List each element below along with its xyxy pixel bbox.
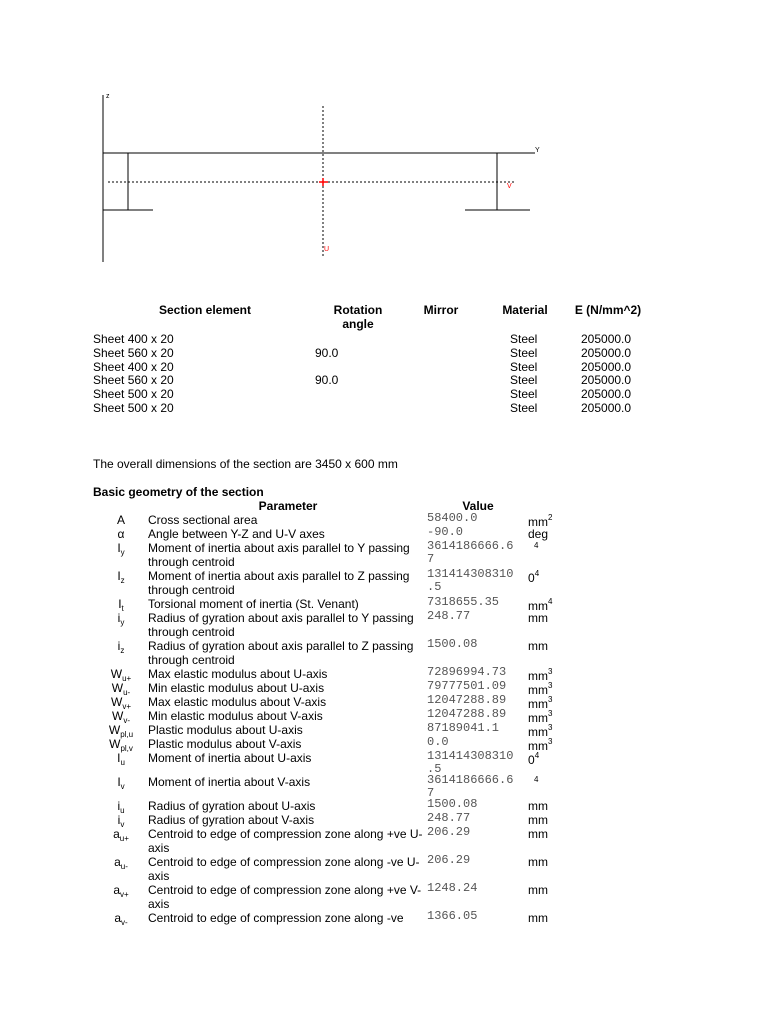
symbol-main: W xyxy=(109,737,121,751)
geometry-symbol xyxy=(96,855,146,871)
unit-main: mm xyxy=(528,697,548,711)
geometry-symbol xyxy=(96,611,146,627)
unit-main: mm xyxy=(528,799,548,813)
element-material: Steel xyxy=(510,387,538,402)
z-axis-label: z xyxy=(106,93,110,100)
geometry-parameter: Plastic modulus about V-axis xyxy=(148,737,302,751)
geometry-parameter: Min elastic modulus about V-axis xyxy=(148,709,323,723)
element-name: Sheet 400 x 20 xyxy=(93,332,174,346)
geometry-symbol xyxy=(96,639,146,655)
geometry-value: 3614186666.6 7 xyxy=(427,773,514,800)
geometry-value: 12047288.89 xyxy=(427,693,507,707)
header-rotation-line1: Rotation xyxy=(333,303,383,317)
geometry-parameter: Centroid to edge of compression zone along +ve U-axis xyxy=(148,827,423,855)
geometry-value: 248.77 xyxy=(427,609,471,623)
geometry-parameter: Centroid to edge of compression zone along -ve xyxy=(148,911,404,925)
symbol-subscript: y xyxy=(120,618,125,627)
geometry-value: 1500.08 xyxy=(427,797,478,811)
geometry-title: Basic geometry of the section xyxy=(93,485,264,499)
geometry-symbol xyxy=(96,569,146,585)
geometry-unit xyxy=(528,855,548,869)
symbol-main: W xyxy=(111,681,124,695)
geometry-value: 248.77 xyxy=(427,811,471,825)
symbol-main: I xyxy=(117,775,121,789)
symbol-subscript: y xyxy=(120,548,125,557)
unit-superscript: 4 xyxy=(548,597,553,606)
header-mirror: Mirror xyxy=(423,303,459,317)
unit-superscript: 3 xyxy=(548,695,553,704)
geometry-value: 206.29 xyxy=(427,853,471,867)
element-material: Steel xyxy=(510,373,538,388)
symbol-main: a xyxy=(114,855,121,869)
element-name: Sheet 560 x 20 xyxy=(93,345,174,360)
symbol-subscript: pl,v xyxy=(120,744,133,753)
geometry-value: 131414308310 .5 xyxy=(427,749,514,776)
geometry-header-value: Value xyxy=(462,499,494,513)
geometry-unit xyxy=(528,639,548,653)
symbol-subscript: v+ xyxy=(120,890,129,899)
geometry-unit xyxy=(528,883,548,897)
unit-superscript: 3 xyxy=(548,723,553,732)
geometry-parameter: Torsional moment of inertia (St. Venant) xyxy=(148,597,359,611)
unit-main: mm xyxy=(528,669,548,683)
unit-main: mm xyxy=(528,599,548,613)
geometry-unit xyxy=(528,827,548,841)
unit-superscript: 4 xyxy=(534,541,539,550)
geometry-parameter: Min elastic modulus about U-axis xyxy=(148,681,325,695)
geometry-unit xyxy=(528,775,538,791)
geometry-value: 1366.05 xyxy=(427,909,478,923)
symbol-subscript: u xyxy=(120,806,125,815)
geometry-parameter: Radius of gyration about V-axis xyxy=(148,813,315,827)
unit-main: mm xyxy=(528,739,548,753)
unit-superscript: 4 xyxy=(534,569,540,578)
symbol-main: W xyxy=(111,695,123,709)
element-e: 205000.0 xyxy=(581,332,632,346)
geometry-value: 7318655.35 xyxy=(427,595,500,609)
geometry-symbol xyxy=(96,775,146,791)
unit-superscript: 4 xyxy=(534,775,539,784)
symbol-main: W xyxy=(108,723,121,737)
symbol-main: W xyxy=(110,667,123,681)
symbol-subscript: v- xyxy=(121,918,128,927)
symbol-main: I xyxy=(117,541,121,555)
header-e: E (N/mm^2) xyxy=(574,303,642,317)
unit-main: mm xyxy=(528,711,548,725)
geometry-parameter: Moment of inertia about U-axis xyxy=(148,751,312,765)
geometry-symbol xyxy=(96,827,146,843)
element-material: Steel xyxy=(510,345,538,360)
geometry-value: 1248.24 xyxy=(427,881,478,895)
unit-superscript: 3 xyxy=(548,709,553,718)
symbol-subscript: t xyxy=(121,604,124,613)
unit-main: mm xyxy=(528,683,548,697)
header-material: Material xyxy=(502,303,548,317)
symbol-main: I xyxy=(117,751,121,765)
element-material: Steel xyxy=(510,359,538,374)
symbol-subscript: v xyxy=(120,782,125,791)
geometry-value: 58400.0 xyxy=(427,511,478,525)
unit-main: 0 xyxy=(528,571,535,585)
geometry-unit xyxy=(528,527,548,541)
geometry-parameter: Radius of gyration about axis parallel to Z passing through centroid xyxy=(148,639,414,667)
element-e: 205000.0 xyxy=(581,387,632,402)
geometry-parameter: Moment of inertia about axis parallel to Y passing through centroid xyxy=(148,541,410,569)
geometry-value: -90.0 xyxy=(427,525,464,539)
symbol-subscript: z xyxy=(120,576,125,585)
geometry-value: 0.0 xyxy=(427,735,449,749)
symbol-subscript: v xyxy=(120,820,125,829)
geometry-unit xyxy=(528,751,539,767)
geometry-symbol xyxy=(96,541,146,557)
unit-superscript: 3 xyxy=(548,737,553,746)
geometry-unit xyxy=(528,569,539,585)
unit-superscript: 2 xyxy=(548,513,553,522)
symbol-main: I xyxy=(118,597,122,611)
y-axis-label: Y xyxy=(535,147,540,154)
geometry-symbol xyxy=(96,751,146,767)
unit-superscript: 3 xyxy=(548,667,553,676)
geometry-value: 131414308310 .5 xyxy=(427,567,514,594)
symbol-main: A xyxy=(116,513,125,527)
geometry-value: 3614186666.6 7 xyxy=(427,539,514,566)
header-section-element: Section element xyxy=(158,303,252,317)
geometry-symbol xyxy=(96,883,146,899)
symbol-subscript: z xyxy=(120,646,125,655)
geometry-parameter: Moment of inertia about V-axis xyxy=(148,775,311,789)
element-e: 205000.0 xyxy=(581,373,632,388)
header-rotation-angle xyxy=(318,303,398,331)
unit-main: mm xyxy=(528,639,548,653)
unit-main: mm xyxy=(528,813,548,827)
unit-main: mm xyxy=(528,827,548,841)
element-name: Sheet 500 x 20 xyxy=(93,387,174,402)
geometry-parameter: Radius of gyration about U-axis xyxy=(148,799,316,813)
element-name: Sheet 500 x 20 xyxy=(93,401,174,415)
element-name: Sheet 560 x 20 xyxy=(93,373,174,388)
geometry-parameter: Max elastic modulus about U-axis xyxy=(148,667,328,681)
unit-main: mm xyxy=(528,855,548,869)
element-e: 205000.0 xyxy=(581,401,632,415)
unit-main: mm xyxy=(528,515,548,529)
element-rotation: 90.0 xyxy=(315,373,339,388)
geometry-value: 87189041.1 xyxy=(427,721,500,735)
geometry-parameter: Angle between Y-Z and U-V axes xyxy=(148,527,325,541)
symbol-main: i xyxy=(117,639,121,653)
geometry-symbol xyxy=(96,513,146,527)
geometry-parameter: Moment of inertia about axis parallel to Z passing through centroid xyxy=(148,569,410,597)
symbol-main: W xyxy=(112,709,124,723)
unit-main: 0 xyxy=(528,753,535,767)
header-rotation-line2: angle xyxy=(342,317,374,331)
unit-main: mm xyxy=(528,883,548,897)
overall-dimensions-text: The overall dimensions of the section are 3450 x 600 mm xyxy=(93,457,398,471)
geometry-value: 206.29 xyxy=(427,825,471,839)
geometry-parameter: Plastic modulus about U-axis xyxy=(148,723,303,737)
geometry-value: 12047288.89 xyxy=(427,707,507,721)
symbol-subscript: u xyxy=(120,758,125,767)
geometry-parameter: Radius of gyration about axis parallel to Y passing through centroid xyxy=(148,611,414,639)
symbol-subscript: u+ xyxy=(122,674,132,683)
unit-main: mm xyxy=(528,611,548,625)
geometry-unit xyxy=(528,911,548,925)
section-diagram xyxy=(0,0,768,280)
geometry-parameter: Max elastic modulus about V-axis xyxy=(148,695,327,709)
u-axis-label: U xyxy=(324,246,330,253)
unit-superscript: 3 xyxy=(548,681,553,690)
symbol-subscript: v+ xyxy=(122,702,131,711)
geometry-header-parameter: Parameter xyxy=(258,499,318,513)
symbol-main: i xyxy=(117,611,121,625)
geometry-value: 72896994.73 xyxy=(427,665,507,679)
geometry-parameter: Centroid to edge of compression zone along +ve V-axis xyxy=(148,883,422,911)
element-material: Steel xyxy=(510,401,538,415)
geometry-unit xyxy=(528,611,548,625)
symbol-main: I xyxy=(117,569,121,583)
symbol-main: a xyxy=(113,827,120,841)
symbol-subscript: u- xyxy=(120,862,128,871)
geometry-unit xyxy=(528,799,548,813)
element-name: Sheet 400 x 20 xyxy=(93,359,174,374)
geometry-symbol xyxy=(96,911,146,927)
geometry-unit xyxy=(528,541,538,557)
element-e: 205000.0 xyxy=(581,359,632,374)
unit-main: mm xyxy=(528,725,548,739)
symbol-main: a xyxy=(113,883,120,897)
unit-superscript: 4 xyxy=(534,751,540,760)
geometry-value: 1500.08 xyxy=(427,637,478,651)
element-e: 205000.0 xyxy=(581,345,632,360)
symbol-subscript: v- xyxy=(123,716,130,725)
symbol-subscript: pl,u xyxy=(120,730,134,739)
geometry-parameter: Centroid to edge of compression zone along -ve U-axis xyxy=(148,855,420,883)
symbol-subscript: u- xyxy=(123,688,131,697)
symbol-subscript: u+ xyxy=(119,834,129,843)
v-axis-label: V xyxy=(507,183,512,190)
geometry-value: 79777501.09 xyxy=(427,679,507,693)
geometry-unit xyxy=(528,813,548,827)
symbol-main: a xyxy=(114,911,121,925)
geometry-symbol xyxy=(96,527,146,541)
element-rotation: 90.0 xyxy=(315,345,339,360)
element-material: Steel xyxy=(510,332,538,346)
symbol-main: i xyxy=(117,813,121,827)
symbol-main: α xyxy=(117,527,125,541)
unit-main: deg xyxy=(528,527,549,541)
symbol-main: i xyxy=(117,799,121,813)
unit-main: mm xyxy=(528,911,548,925)
section-outline xyxy=(103,95,535,262)
geometry-parameter: Cross sectional area xyxy=(148,513,258,527)
